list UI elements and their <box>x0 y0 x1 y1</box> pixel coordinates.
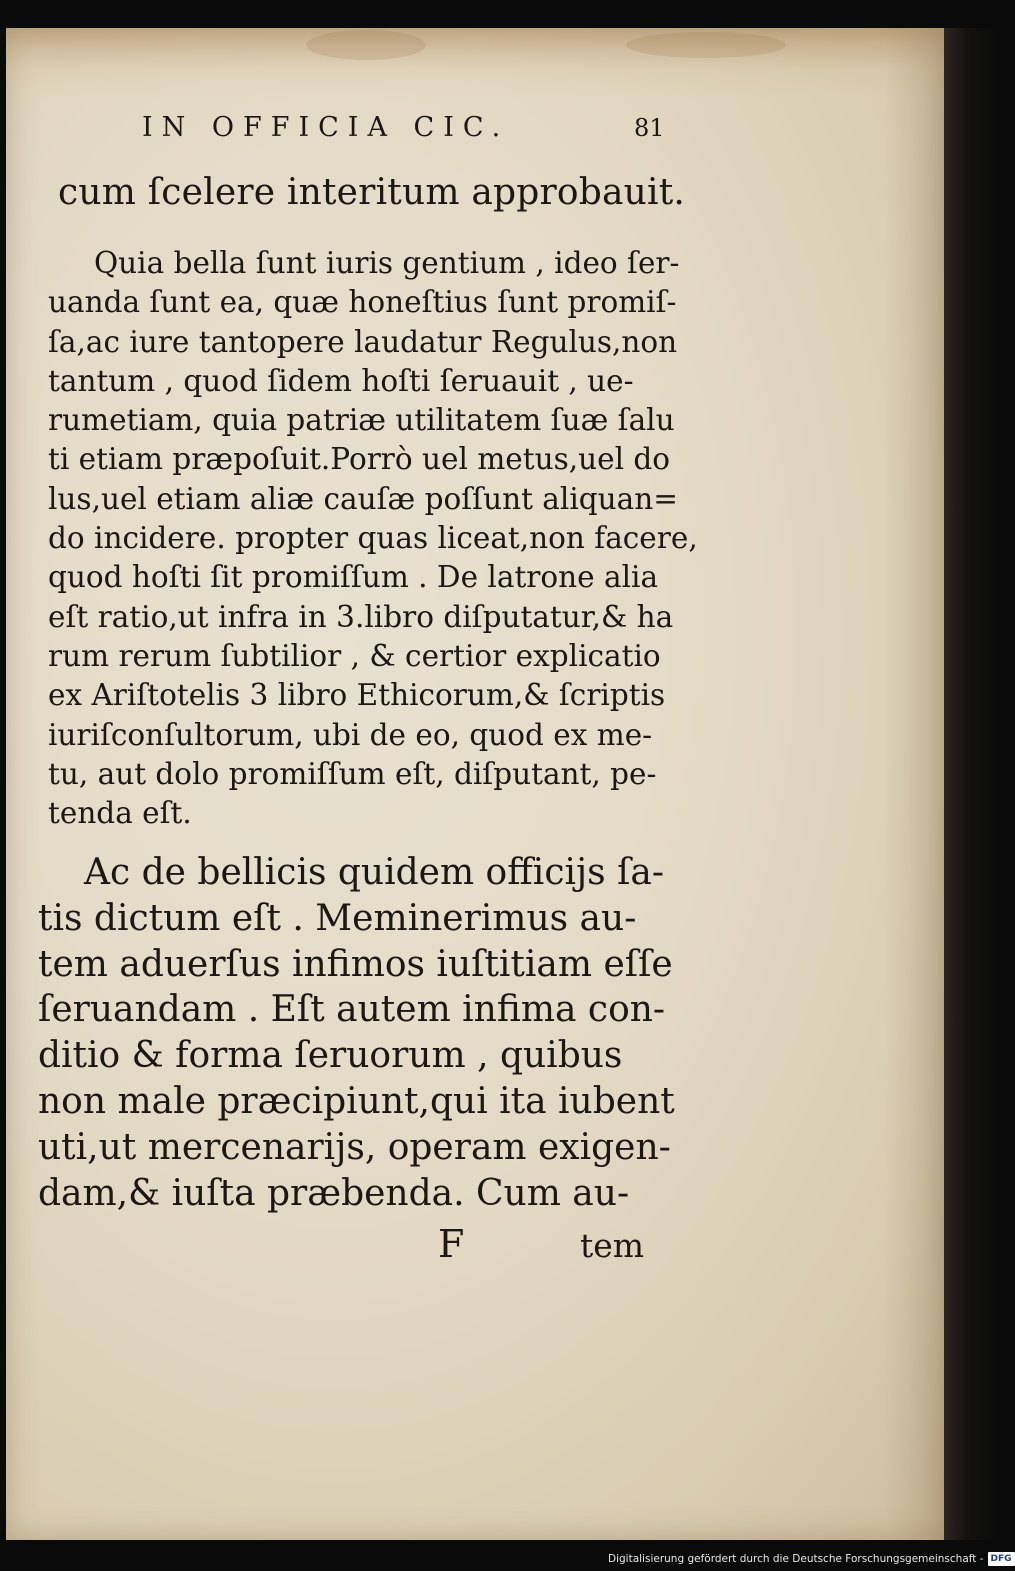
page-edge-shadow <box>944 28 1000 1540</box>
signature-mark: F <box>438 1222 465 1266</box>
text-line: do incidere. propter quas liceat,non facere, <box>48 521 698 556</box>
text-line: ditio & forma ſeruorum , quibus <box>38 1035 623 1077</box>
text-line: ti etiam præpoſuit.Porrò uel metus,uel do <box>48 442 671 477</box>
credit-text: Digitalisierung gefördert durch die Deutsche Forschungsgemeinschaft - <box>608 1553 984 1565</box>
text-line: ſeruandam . Eſt autem infima con- <box>38 989 666 1031</box>
paper-stain <box>306 30 426 60</box>
text-line: tis dictum eſt . Meminerimus au- <box>38 897 637 939</box>
dfg-logo: DFG <box>988 1552 1015 1566</box>
paragraph-main <box>38 850 675 1216</box>
text-line: non male præcipiunt,qui ita iubent <box>38 1080 675 1122</box>
catchword: tem <box>580 1226 645 1265</box>
text-line: lus,uel etiam aliæ cauſæ poſſunt aliquan= <box>48 481 678 516</box>
text-line: tu, aut dolo promiſſum eſt, diſputant, pe- <box>48 756 657 791</box>
text-line: rum rerum ſubtilior , & certior explicatio <box>48 638 661 673</box>
text-line: dam,& iuſta præbenda. Cum au- <box>38 1172 630 1214</box>
text-line: uti,ut mercenarijs, operam exigen- <box>38 1126 671 1168</box>
text-line: ex Ariſtotelis 3 libro Ethicorum,& ſcriptis <box>48 678 666 713</box>
text-line: tantum , quod ſidem hoſti ſeruauit , ue- <box>48 363 634 398</box>
text-line: tenda eſt. <box>48 796 192 831</box>
folio-number: 81 <box>634 114 665 142</box>
text-line: quod hoſti ſit promiſſum . De latrone alia <box>48 560 659 595</box>
paper-stain <box>626 32 786 58</box>
text-line: tem aduerſus infimos iuſtitiam eſſe <box>38 943 673 985</box>
text-line: uanda ſunt ea, quæ honeſtius ſunt promiſ- <box>48 285 677 320</box>
text-line: eſt ratio,ut infra in 3.libro diſputatur,& ha <box>48 599 674 634</box>
text-line: iuriſconſultorum, ubi de eo, quod ex me- <box>48 717 653 752</box>
text-line: Ac de bellicis quidem officijs ſa- <box>84 852 665 893</box>
running-title: IN OFFICIA CIC. <box>142 112 510 143</box>
text-line: ſa,ac iure tantopere laudatur Regulus,non <box>48 324 678 359</box>
digitization-credit <box>608 1550 1015 1568</box>
text-line: rumetiam, quia patriæ utilitatem ſuæ ſalu <box>48 403 675 438</box>
text-line: Quia bella ſunt iuris gentium , ideo ſer- <box>94 246 680 280</box>
continued-line: cum ſcelere interitum approbauit. <box>58 172 686 213</box>
paragraph-commentary <box>48 244 698 833</box>
